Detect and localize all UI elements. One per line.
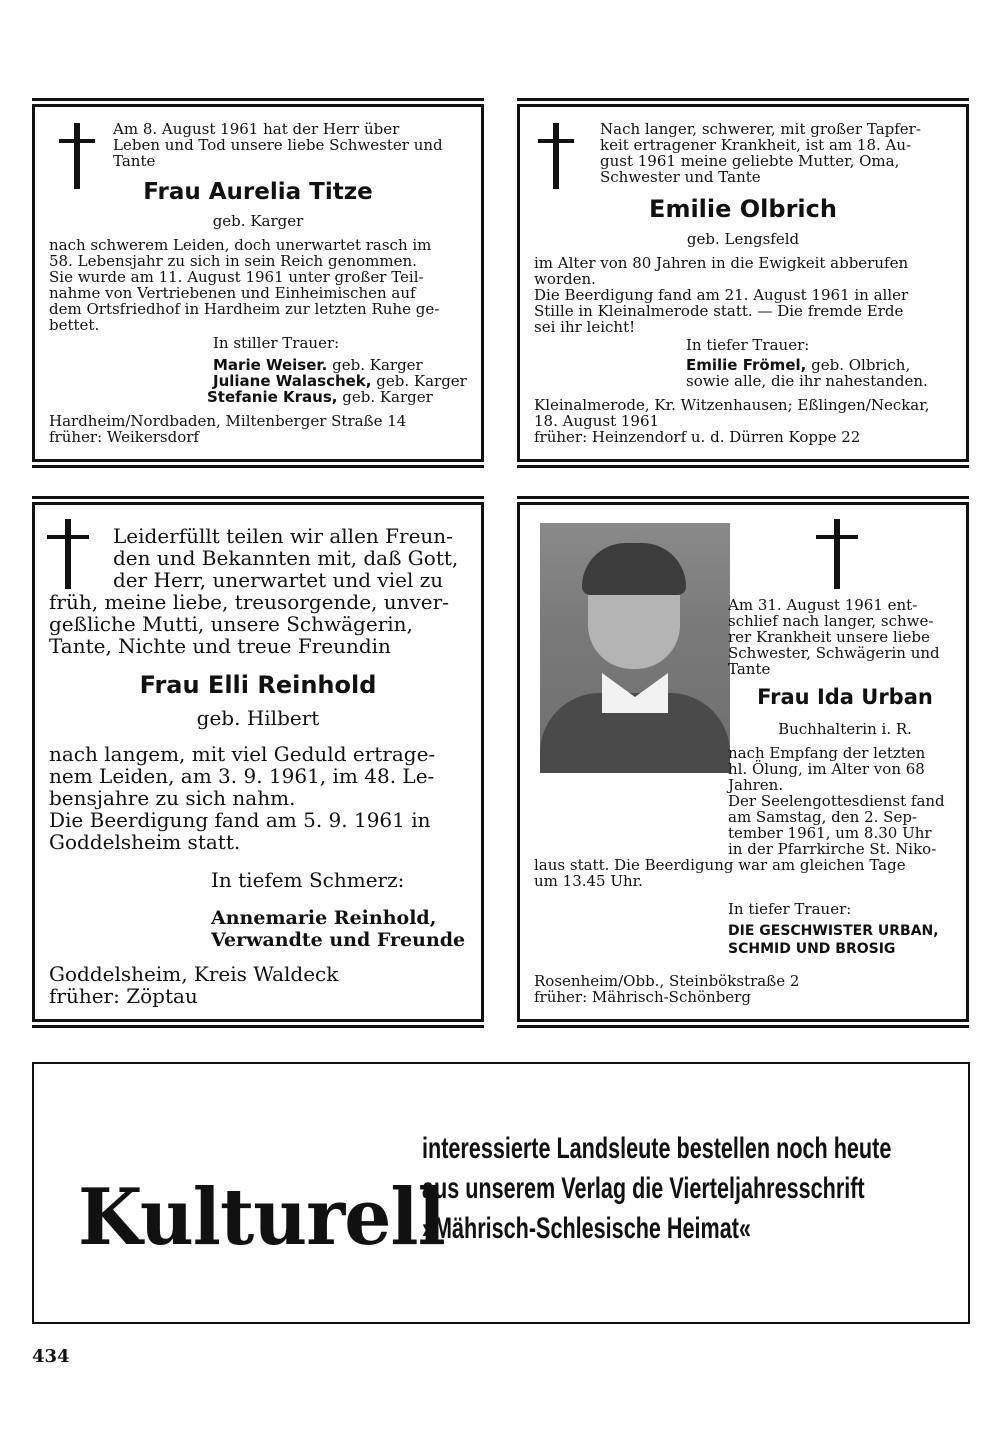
born-name: geb. Hilbert xyxy=(196,706,320,730)
intro-line: früh, meine liebe, treusorgende, unver- xyxy=(49,590,449,614)
body-line: sei ihr leicht! xyxy=(534,318,636,336)
mourner: sowie alle, die ihr nahestanden. xyxy=(686,372,928,390)
intro-line: schlief nach langer, schwe- xyxy=(728,612,934,630)
footer-line: früher: Heinzendorf u. d. Dürren Koppe 22 xyxy=(534,428,861,446)
body-line: tember 1961, um 8.30 Uhr xyxy=(728,824,932,842)
body-line: bettet. xyxy=(49,316,100,334)
body-line: laus statt. Die Beerdigung war am gleichen Tage xyxy=(534,856,906,874)
mourning-label: In stiller Trauer: xyxy=(213,334,340,352)
ad-line: interessierte Landsleute bestellen noch heute xyxy=(422,1132,892,1165)
intro-line: geßliche Mutti, unsere Schwägerin, xyxy=(49,612,413,636)
body-line: Die Beerdigung fand am 21. August 1961 in aller xyxy=(534,286,909,304)
deceased-name: Frau Aurelia Titze xyxy=(143,179,373,205)
mourning-label: In tiefer Trauer: xyxy=(686,336,810,354)
mourner: Marie Weiser. geb. Karger xyxy=(213,356,423,374)
mourner: Stefanie Kraus, geb. Karger xyxy=(207,388,433,406)
mourner: Emilie Frömel, geb. Olbrich, xyxy=(686,356,911,374)
body-line: Die Beerdigung fand am 5. 9. 1961 in xyxy=(49,808,431,832)
cross-icon xyxy=(538,123,574,189)
occupation: Buchhalterin i. R. xyxy=(778,720,912,738)
footer-line: Goddelsheim, Kreis Waldeck xyxy=(49,962,339,986)
intro-line: Schwester und Tante xyxy=(600,168,761,186)
intro-line: den und Bekannten mit, daß Gott, xyxy=(113,546,459,570)
mourner: SCHMID UND BROSIG xyxy=(728,941,896,957)
ad-line: »Mährisch-Schlesische Heimat« xyxy=(422,1212,751,1245)
body-line: Sie wurde am 11. August 1961 unter großer Teil- xyxy=(49,268,424,286)
born-name: geb. Lengsfeld xyxy=(686,230,800,248)
body-line: nach Empfang der letzten xyxy=(728,744,926,762)
footer-line: Rosenheim/Obb., Steinbökstraße 2 xyxy=(534,972,800,990)
body-line: 58. Lebensjahr zu sich in sein Reich genommen. xyxy=(49,252,417,270)
notice-elli-reinhold xyxy=(32,502,484,1022)
intro-line: Am 8. August 1961 hat der Herr über xyxy=(113,120,400,138)
intro-line: Schwester, Schwägerin und xyxy=(728,644,940,662)
born-name: geb. Karger xyxy=(212,212,304,230)
footer-line: früher: Mährisch-Schönberg xyxy=(534,988,751,1006)
footer-line: früher: Weikersdorf xyxy=(49,428,199,446)
notice-ida-urban xyxy=(517,502,969,1022)
body-line: dem Ortsfriedhof in Hardheim zur letzten Ruhe ge- xyxy=(49,300,440,318)
body-line: im Alter von 80 Jahren in die Ewigkeit abberufen xyxy=(534,254,909,272)
mourning-label: In tiefer Trauer: xyxy=(728,900,852,918)
mourner: Annemarie Reinhold, xyxy=(211,907,437,929)
footer-line: Kleinalmerode, Kr. Witzenhausen; Eßlingen/Neckar, xyxy=(534,396,930,414)
body-line: am Samstag, den 2. Sep- xyxy=(728,808,917,826)
portrait-photo xyxy=(540,523,730,773)
body-line: Jahren. xyxy=(728,776,784,794)
intro-line: keit ertragener Krankheit, ist am 18. Au- xyxy=(600,136,912,154)
intro-line: Tante xyxy=(113,152,156,170)
intro-line: Am 31. August 1961 ent- xyxy=(728,596,918,614)
mourner: Juliane Walaschek, geb. Karger xyxy=(213,372,467,390)
mourner: DIE GESCHWISTER URBAN, xyxy=(728,923,939,939)
notice-aurelia-titze xyxy=(32,104,484,462)
page-number: 434 xyxy=(32,1346,70,1367)
deceased-name: Frau Ida Urban xyxy=(757,685,933,709)
intro-line: der Herr, unerwartet und viel zu xyxy=(113,568,444,592)
ad-line: aus unserem Verlag die Vierteljahresschrift xyxy=(422,1172,865,1205)
body-line: worden. xyxy=(534,270,596,288)
mourning-label: In tiefem Schmerz: xyxy=(211,868,405,892)
notice-emilie-olbrich xyxy=(517,104,969,462)
intro-line: Tante, Nichte und treue Freundin xyxy=(49,634,391,658)
footer-line: früher: Zöptau xyxy=(49,984,198,1008)
intro-line: Tante xyxy=(728,660,771,678)
footer-line: Hardheim/Nordbaden, Miltenberger Straße 14 xyxy=(49,412,407,430)
cross-icon xyxy=(816,519,858,589)
body-line: nahme von Vertriebenen und Einheimischen auf xyxy=(49,284,416,302)
body-line: nem Leiden, am 3. 9. 1961, im 48. Le- xyxy=(49,764,435,788)
body-line: nach schwerem Leiden, doch unerwartet rasch im xyxy=(49,236,432,254)
kulturell-logo: Kulturell xyxy=(78,1172,445,1263)
mourner: Verwandte und Freunde xyxy=(211,929,466,951)
body-line: Goddelsheim statt. xyxy=(49,830,241,854)
body-line: hl. Ölung, im Alter von 68 xyxy=(728,760,925,778)
intro-line: gust 1961 meine geliebte Mutter, Oma, xyxy=(600,152,900,170)
kulturell-advertisement xyxy=(32,1062,970,1324)
intro-line: Leiderfüllt teilen wir allen Freun- xyxy=(113,524,453,548)
body-line: Stille in Kleinalmerode statt. — Die fremde Erde xyxy=(534,302,904,320)
body-line: nach langem, mit viel Geduld ertrage- xyxy=(49,742,436,766)
body-line: um 13.45 Uhr. xyxy=(534,872,643,890)
intro-line: Nach langer, schwerer, mit großer Tapfer- xyxy=(600,120,921,138)
footer-line: 18. August 1961 xyxy=(534,412,660,430)
deceased-name: Frau Elli Reinhold xyxy=(139,671,377,699)
intro-line: rer Krankheit unsere liebe xyxy=(728,628,930,646)
intro-line: Leben und Tod unsere liebe Schwester und xyxy=(113,136,443,154)
body-line: in der Pfarrkirche St. Niko- xyxy=(728,840,937,858)
body-line: bensjahre zu sich nahm. xyxy=(49,786,296,810)
deceased-name: Emilie Olbrich xyxy=(649,195,837,223)
body-line: Der Seelengottesdienst fand xyxy=(728,792,945,810)
cross-icon xyxy=(47,519,89,589)
